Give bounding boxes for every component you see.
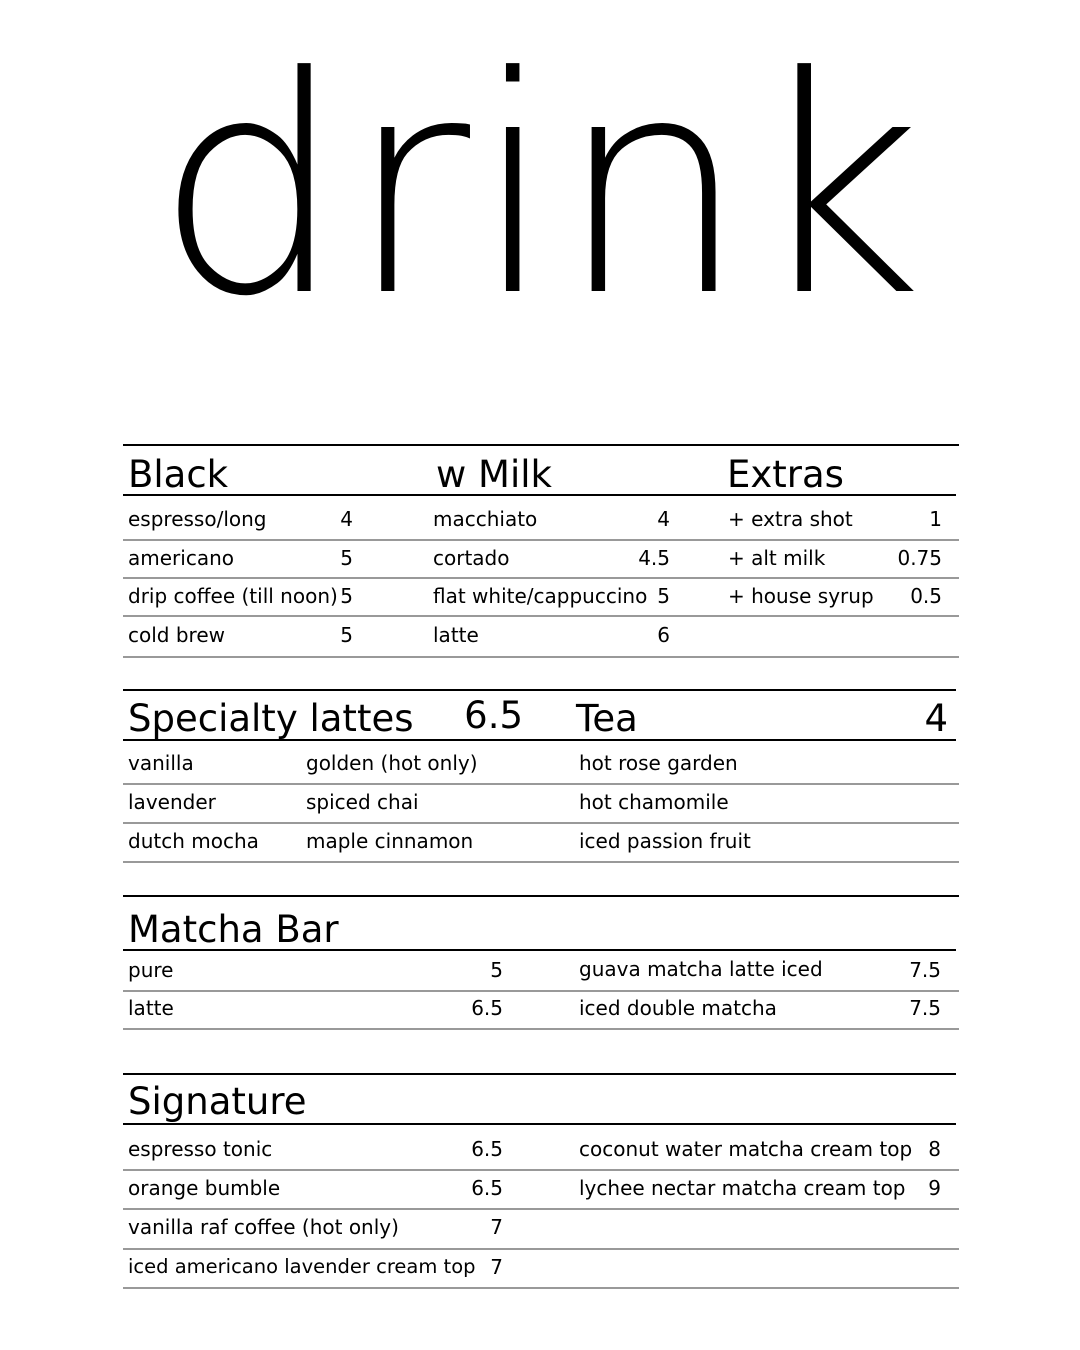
- signature-item-price: 8: [928, 1137, 941, 1161]
- tea-item: hot rose garden: [579, 751, 738, 775]
- black-item-price: 5: [340, 623, 353, 647]
- milk-item-name: latte: [433, 623, 479, 647]
- row-divider: [123, 539, 959, 541]
- row-divider: [123, 1248, 959, 1250]
- extras-item-price: 1: [929, 507, 942, 531]
- signature-item-price: 7: [490, 1255, 503, 1279]
- matcha-item-name: guava matcha latte iced: [579, 957, 823, 981]
- specialty-top-rule: [123, 689, 956, 691]
- milk-item-name: cortado: [433, 546, 510, 570]
- specialty-item: vanilla: [128, 751, 194, 775]
- matcha-top-rule: [123, 895, 959, 897]
- row-divider: [123, 1287, 959, 1289]
- signature-item-price: 6.5: [471, 1176, 503, 1200]
- black-item-name: drip coffee (till noon): [128, 584, 338, 608]
- black-item-price: 5: [340, 546, 353, 570]
- row-divider: [123, 656, 959, 658]
- signature-item-price: 9: [928, 1176, 941, 1200]
- row-divider: [123, 861, 959, 863]
- milk-item-price: 5: [657, 584, 670, 608]
- row-divider: [123, 822, 959, 824]
- signature-item-name: lychee nectar matcha cream top: [579, 1176, 906, 1200]
- black-item-price: 5: [340, 584, 353, 608]
- tea-price: 4: [924, 697, 948, 740]
- extras-item-name: + extra shot: [728, 507, 853, 531]
- black-item-price: 4: [340, 507, 353, 531]
- row-divider: [123, 1208, 959, 1210]
- milk-item-price: 4.5: [638, 546, 670, 570]
- row-divider: [123, 1028, 959, 1030]
- signature-item-name: iced americano lavender cream top: [128, 1255, 476, 1278]
- milk-item-name: flat white/cappuccino: [433, 584, 648, 608]
- black-item-name: cold brew: [128, 623, 225, 647]
- coffee-top-rule: [123, 444, 959, 446]
- milk-item-price: 6: [657, 623, 670, 647]
- matcha-item-price: 7.5: [909, 996, 941, 1020]
- black-heading: Black: [128, 453, 229, 496]
- signature-item-name: vanilla raf coffee (hot only): [128, 1215, 399, 1239]
- tea-heading: Tea: [576, 697, 638, 740]
- row-divider: [123, 783, 959, 785]
- menu-title: drink: [154, 13, 926, 362]
- milk-heading: w Milk: [436, 453, 552, 496]
- black-item-name: americano: [128, 546, 234, 570]
- specialty-price: 6.5: [464, 694, 523, 737]
- matcha-item-price: 5: [490, 958, 503, 982]
- row-divider: [123, 1169, 959, 1171]
- signature-heading: Signature: [128, 1080, 307, 1123]
- signature-heading-rule: [123, 1123, 956, 1125]
- matcha-item-name: pure: [128, 958, 174, 982]
- matcha-item-price: 6.5: [471, 996, 503, 1020]
- signature-top-rule: [123, 1073, 956, 1075]
- specialty-item: maple cinnamon: [306, 829, 474, 853]
- milk-item-name: macchiato: [433, 507, 538, 531]
- extras-item-name: + alt milk: [728, 546, 826, 570]
- row-divider: [123, 990, 959, 992]
- tea-item: hot chamomile: [579, 790, 729, 814]
- row-divider: [123, 577, 959, 579]
- signature-item-name: orange bumble: [128, 1176, 281, 1200]
- signature-item-name: espresso tonic: [128, 1137, 273, 1161]
- extras-heading: Extras: [727, 453, 844, 496]
- specialty-item: spiced chai: [306, 790, 419, 814]
- matcha-item-price: 7.5: [909, 958, 941, 982]
- matcha-item-name: latte: [128, 996, 174, 1020]
- specialty-item: lavender: [128, 790, 216, 814]
- matcha-heading: Matcha Bar: [128, 908, 339, 951]
- extras-item-name: + house syrup: [728, 584, 874, 608]
- signature-item-name: coconut water matcha cream top: [579, 1137, 913, 1161]
- signature-item-price: 6.5: [471, 1137, 503, 1161]
- extras-item-price: 0.5: [910, 584, 942, 608]
- specialty-item: dutch mocha: [128, 829, 259, 853]
- tea-item: iced passion fruit: [579, 829, 751, 853]
- specialty-heading: Specialty lattes: [128, 697, 414, 740]
- extras-item-price: 0.75: [897, 546, 942, 570]
- row-divider: [123, 615, 959, 617]
- black-item-name: espresso/long: [128, 507, 267, 531]
- signature-item-price: 7: [490, 1215, 503, 1239]
- milk-item-price: 4: [657, 507, 670, 531]
- specialty-item: golden (hot only): [306, 751, 478, 775]
- matcha-item-name: iced double matcha: [579, 996, 777, 1020]
